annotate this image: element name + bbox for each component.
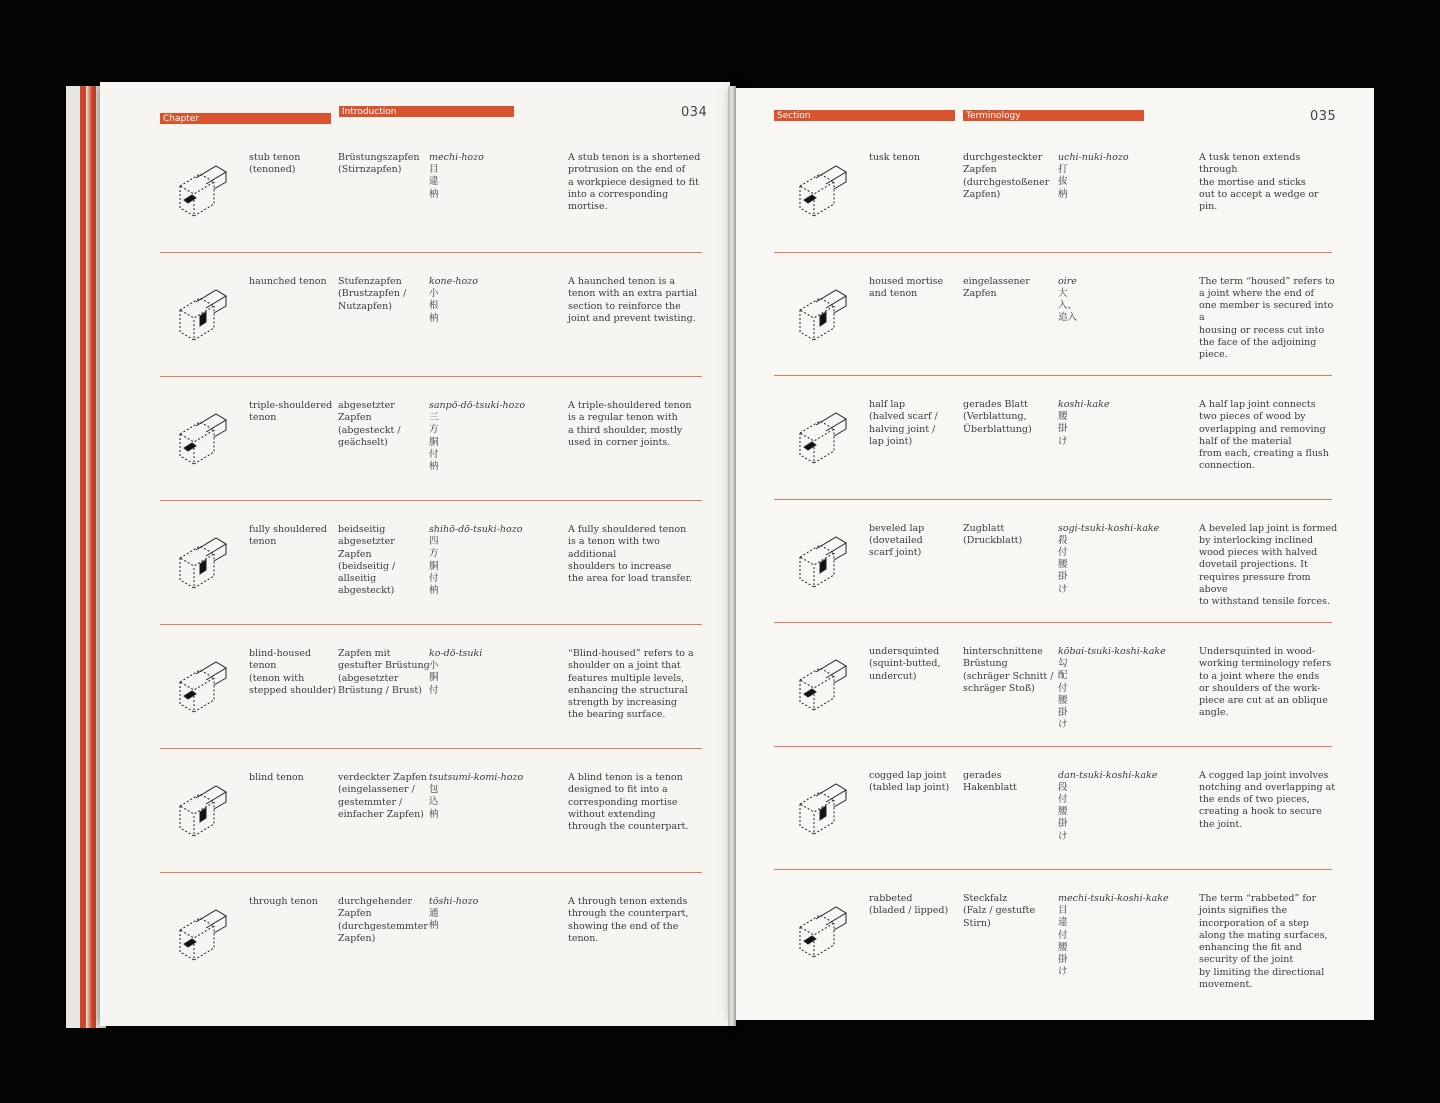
term-japanese: 包込枘 [429, 784, 439, 820]
term-german: Steckfalz (Falz / gestufte Stirn) [963, 893, 1036, 929]
term-description: A triple-shouldered tenon is a regular tenon with a third shoulder, mostly used in corner joints. [568, 400, 692, 448]
joint-diagram-icon [166, 272, 238, 344]
row-divider [774, 622, 1332, 623]
term-english: blind tenon [249, 772, 304, 783]
joint-diagram-icon [786, 766, 858, 838]
term-japanese-romaji: tsutsumi-komi-hozo [429, 772, 524, 783]
term-japanese-romaji: shihō-dō-tsuki-hozo [429, 524, 523, 535]
term-english: blind-housed tenon (tenon with stepped shoulder) [249, 648, 337, 696]
row-divider [774, 869, 1332, 870]
term-description: The term “housed” refers to a joint where the end of one member is secured into a housing or recess cut into the face of the adjoining piece. [1199, 275, 1335, 361]
term-japanese: 腰掛け [1058, 411, 1068, 447]
row-divider [160, 872, 702, 873]
joint-diagram-icon [786, 395, 858, 467]
joint-diagram-icon [166, 148, 238, 220]
term-japanese-romaji: kone-hozo [429, 276, 478, 287]
term-english: rabbeted (bladed / lipped) [869, 893, 949, 917]
term-japanese-romaji: dan-tsuki-koshi-kake [1058, 769, 1158, 781]
term-english: undersquinted (squint-butted, undercut) [869, 646, 941, 682]
term-description: A through tenon extends through the counterpart, showing the end of the tenon. [568, 896, 689, 944]
term-japanese: 小胴付 [429, 660, 439, 696]
term-japanese: 勾配付腰掛け [1058, 658, 1068, 731]
term-german: gerades Blatt (Verblattung, Überblattung) [963, 399, 1032, 435]
row-divider [160, 252, 702, 253]
tab-introduction: Introduction [339, 106, 514, 117]
term-english: half lap (halved scarf / halving joint / lap joint) [869, 399, 938, 447]
term-german: verdeckter Zapfen (eingelassener / gestemmter / einfacher Zapfen) [338, 772, 427, 820]
joint-diagram-icon [166, 396, 238, 468]
term-german: Stufenzapfen (Brustzapfen / Nutzapfen) [338, 276, 407, 312]
term-japanese: 大入、追入 [1058, 287, 1078, 324]
term-japanese-romaji: mechi-tsuki-koshi-kake [1058, 893, 1169, 904]
joint-diagram-icon [786, 272, 858, 344]
term-german: durchgesteckter Zapfen (durchgestoßener Zapfen) [963, 152, 1050, 200]
term-description: Undersquinted in wood- working terminology refers to a joint where the ends or shoulders of the work- piece are cut at an oblique angle. [1199, 646, 1332, 719]
joint-diagram-icon [786, 519, 858, 591]
term-japanese: 目違枘 [429, 164, 439, 200]
term-german: durchgehender Zapfen (durchgestemmter Zapfen) [338, 896, 428, 944]
term-german: eingelassener Zapfen [963, 275, 1030, 299]
term-english: through tenon [249, 896, 318, 907]
term-description: A beveled lap joint is formed by interlocking inclined wood pieces with halved dovetail projections. It requires pressure from above to withstand tensile forces. [1199, 522, 1338, 608]
term-japanese-romaji: tōshi-hozo [429, 896, 479, 907]
row-divider [160, 748, 702, 749]
term-japanese: 三方胴付枘 [429, 412, 439, 473]
tab-terminology: Terminology [963, 110, 1144, 121]
term-japanese-romaji: uchi-nuki-hozo [1058, 152, 1129, 163]
term-japanese: 打抜枘 [1058, 164, 1068, 200]
page-number-left: 034 [681, 105, 708, 120]
row-divider [774, 252, 1332, 253]
tab-section: Section [774, 110, 955, 121]
joint-diagram-icon [786, 642, 858, 714]
term-description: A half lap joint connects two pieces of wood by overlapping and removing half of the material from each, creating a flush connection. [1199, 399, 1329, 472]
term-japanese: 小根枘 [429, 288, 439, 324]
term-english: fully shouldered tenon [249, 524, 327, 548]
term-japanese: 目違付腰掛け [1058, 905, 1068, 978]
joint-diagram-icon [166, 892, 238, 964]
row-divider [774, 746, 1332, 747]
term-description: A haunched tenon is a tenon with an extra partial section to reinforce the joint and prevent twisting. [568, 276, 698, 324]
term-japanese: 殺付腰掛け [1058, 534, 1068, 595]
term-english: beveled lap (dovetailed scarf joint) [869, 522, 925, 559]
term-german: hinterschnittene Brüstung (schräger Schnitt / schräger Stoß) [963, 646, 1054, 694]
row-divider [774, 375, 1332, 376]
term-german: Zapfen mit gestufter Brüstung (abgesetzter Brüstung / Brust) [338, 648, 430, 696]
term-english: triple-shouldered tenon [249, 400, 333, 424]
term-description: The term “rabbeted” for joints signifies the incorporation of a step along the mating surfaces, enhancing the fit and security of the joint by limiting the directional movement. [1199, 893, 1328, 991]
term-japanese-romaji: kōbai-tsuki-koshi-kake [1058, 646, 1166, 657]
term-description: “Blind-housed” refers to a shoulder on a joint that features multiple levels, enhancing the structural strength by increasing the bearing surface. [568, 648, 694, 721]
term-japanese-romaji: koshi-kake [1058, 399, 1110, 410]
term-german: abgesetzter Zapfen (abgesteckt / geächselt) [338, 400, 401, 448]
joint-diagram-icon [786, 889, 858, 961]
term-german: gerades Hakenblatt [963, 769, 1017, 793]
joint-diagram-icon [786, 148, 858, 220]
term-japanese-romaji: mechi-hozo [429, 152, 484, 163]
tab-chapter: Chapter [160, 113, 331, 124]
term-german: beidseitig abgesetzter Zapfen (beidseitig / allseitig abgesteckt) [338, 524, 396, 597]
joint-diagram-icon [166, 520, 238, 592]
term-japanese-romaji: oire [1058, 275, 1077, 287]
page-number-right: 035 [1310, 109, 1337, 124]
row-divider [160, 376, 702, 377]
term-japanese: 四方胴付枘 [429, 536, 439, 597]
term-japanese: 通枘 [429, 908, 439, 932]
row-divider [774, 499, 1332, 500]
term-english: cogged lap joint (tabled lap joint) [869, 769, 950, 793]
term-japanese-romaji: ko-dō-tsuki [429, 648, 483, 659]
row-divider [160, 500, 702, 501]
term-description: A cogged lap joint involves notching and overlapping at the ends of two pieces, creating a hook to secure the joint. [1199, 769, 1336, 830]
joint-diagram-icon [166, 644, 238, 716]
term-english: stub tenon (tenoned) [249, 152, 301, 176]
term-english: haunched tenon [249, 276, 327, 287]
term-german: Zugblatt (Druckblatt) [963, 522, 1023, 546]
term-description: A stub tenon is a shortened protrusion on the end of a workpiece designed to fit into a corresponding mortise. [568, 152, 701, 213]
term-english: tusk tenon [869, 152, 920, 163]
joint-diagram-icon [166, 768, 238, 840]
row-divider [160, 624, 702, 625]
term-japanese: 段付腰掛け [1058, 781, 1068, 842]
term-description: A tusk tenon extends through the mortise and sticks out to accept a wedge or pin. [1199, 152, 1319, 213]
term-german: Brüstungszapfen (Stirnzapfen) [338, 152, 420, 176]
term-japanese-romaji: sanpō-dō-tsuki-hozo [429, 400, 526, 411]
term-english: housed mortise and tenon [869, 275, 944, 299]
book-gutter [728, 86, 736, 1026]
term-japanese-romaji: sogi-tsuki-koshi-kake [1058, 522, 1160, 534]
term-description: A blind tenon is a tenon designed to fit into a corresponding mortise without extending through the counterpart. [568, 772, 689, 833]
term-description: A fully shouldered tenon is a tenon with two additional shoulders to increase the area for load transfer. [568, 524, 693, 585]
